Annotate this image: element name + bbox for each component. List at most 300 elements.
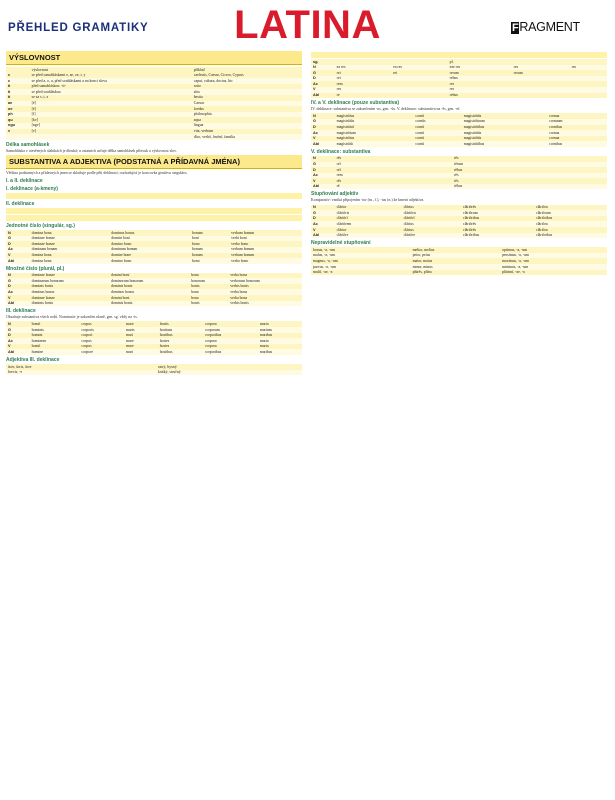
table-cell: c [6, 78, 30, 84]
table-cell: magistrātuī [335, 125, 414, 131]
table-row [311, 184, 607, 190]
subheading-plural: Množné číslo (plurál, pl.) [6, 265, 65, 272]
table-cell: [é] [30, 101, 192, 107]
table-cell: V [6, 344, 30, 350]
table-cell: res [448, 81, 512, 87]
table-cell: res [512, 65, 570, 71]
table-cell: N [6, 230, 30, 236]
table-cell [6, 134, 30, 140]
table-cell: D [6, 284, 30, 290]
table-cell: plūrēs, plūra [411, 270, 501, 276]
table-cell: bonum [190, 247, 229, 253]
table-cell: clārius [402, 205, 461, 211]
plural-table [6, 273, 302, 307]
table-cell: dominis bonis [109, 301, 189, 307]
declension-4-table [311, 113, 607, 147]
table-cell: mare [124, 344, 158, 350]
table-cell: clāriōra [534, 227, 607, 233]
table-cell: se před souhláskou [30, 89, 192, 95]
table-cell: rebus [448, 93, 512, 99]
table-cell: verbis bonis [228, 301, 302, 307]
table-cell: rēs [452, 173, 607, 179]
table-cell: clāriōra [534, 205, 607, 211]
table-cell: philosophia [192, 112, 302, 118]
table-cell: dominis bonis [109, 284, 189, 290]
table-row [6, 134, 302, 140]
table-cell: se za s, t, x [30, 95, 192, 101]
left-column [6, 51, 302, 377]
table-cell: ngu [6, 123, 30, 129]
table-cell: hostium [158, 327, 203, 333]
subheading-vowel-length: Délka samohlásek [6, 141, 50, 148]
table-cell: magistrātuum [462, 119, 547, 125]
table-cell: parvus, -a, -um [311, 264, 411, 270]
table-cell: maria [258, 344, 302, 350]
table-cell: V [311, 136, 335, 142]
table-cell: bono [190, 241, 229, 247]
table-cell: v [6, 129, 30, 135]
declension-5-table [311, 156, 607, 190]
table-cell: rērum [452, 162, 607, 168]
table-cell: maris [124, 327, 158, 333]
paragraph: IV. deklinace: substantiva se zakončením -us, gen. -ūs. V. deklinace: substantiva na -ēs, gen. -eī. [311, 107, 461, 112]
table-cell: [é] [30, 106, 192, 112]
table-cell: G [311, 210, 335, 216]
table-cell: clāriōrem [335, 221, 402, 227]
table-cell: dominis bonis [30, 284, 109, 290]
table-cell: Ac [6, 338, 30, 344]
table-cell: domina bona [30, 253, 110, 259]
table-cell: clāriōris [335, 210, 402, 216]
table-cell: G [6, 278, 30, 284]
table-cell: G [311, 162, 335, 168]
table-cell: plūrimī, -ae, -a [500, 270, 607, 276]
table-cell: rebus [448, 76, 512, 82]
table-cell: V [6, 295, 30, 301]
table-cell: malus, -a, -um [311, 253, 411, 259]
table-row [311, 141, 607, 147]
table-cell: reī [335, 162, 452, 168]
table-cell: ti [6, 89, 30, 95]
section-nouns-adjectives: SUBSTANTIVA A ADJEKTIVA (PODSTATNÁ A PŘÍDAVNÁ JMÉNA) [6, 155, 302, 169]
adjectives-3-rows [6, 364, 302, 375]
table-cell: cornū [413, 130, 461, 136]
table-cell: dominis bonis [30, 301, 109, 307]
table-cell: maria [258, 338, 302, 344]
table-cell: bona [189, 289, 228, 295]
table-cell: cornū [413, 113, 461, 119]
table-cell: cornua [547, 130, 607, 136]
table-cell: N [311, 205, 335, 211]
subheading-declension-1-2: I. a II. deklinace [6, 178, 43, 185]
table-cell: minor, minus [411, 264, 501, 270]
table-cell: ea res [391, 65, 448, 71]
table-cell: clāriōribus [534, 216, 607, 222]
table-cell: corporibus [203, 349, 258, 355]
table-cell: cornibus [547, 125, 607, 131]
table-cell: cornū [413, 141, 461, 147]
bar [6, 193, 302, 199]
table-cell: boni [190, 236, 229, 242]
table-cell: N [311, 113, 335, 119]
table-cell: corpora [203, 321, 258, 327]
table-cell: mare [124, 338, 158, 344]
table-cell: G [311, 119, 335, 125]
table-cell: dominos bonos [109, 289, 189, 295]
table-cell: magistrātūs [462, 113, 547, 119]
table-cell: corpora [203, 344, 258, 350]
table-cell: minimus, -a, -um [500, 264, 607, 270]
declension-5-rows [311, 156, 607, 190]
table-cell: hostis [158, 321, 203, 327]
table-cell: corpore [79, 349, 124, 355]
table-cell: bonis [189, 284, 228, 290]
table-cell: N [6, 273, 30, 279]
table-cell: cornūs [413, 119, 461, 125]
table-cell: rem [335, 81, 392, 87]
table-cell: Abl [311, 141, 335, 147]
table-cell: V [311, 87, 335, 93]
table-cell: clāriōre [335, 233, 402, 239]
table-cell: D [311, 125, 335, 131]
table-cell: cornibus [547, 141, 607, 147]
table-cell: optimus, -a, -um [500, 247, 607, 253]
table-cell: Abl [311, 93, 335, 99]
table-cell: verbi boni [229, 236, 302, 242]
comparative-rows [311, 205, 607, 239]
table-cell: magistrātū [335, 141, 414, 147]
table-cell: corpus [79, 321, 124, 327]
table-cell: verbis bonis [228, 284, 302, 290]
table-cell: multī, -ae, -a [311, 270, 411, 276]
table-cell: se před a, o, u, před souhláskami a na konci slova [30, 78, 192, 84]
table-cell: bonum [190, 230, 229, 236]
bar [311, 52, 607, 58]
table-cell: magistrātibus [462, 141, 547, 147]
table-cell: bona [189, 295, 228, 301]
table-cell: dominorum bonorum [109, 278, 189, 284]
table-cell: ae [6, 101, 30, 107]
table-cell: clāriōrum [461, 210, 534, 216]
brand-logo-mark: F [512, 22, 519, 34]
right-column [311, 51, 607, 277]
table-row [6, 301, 302, 307]
table-cell: rerum [512, 70, 570, 76]
table-cell: ti [6, 84, 30, 90]
pronunciation-table [6, 67, 302, 140]
table-cell: homine [30, 349, 80, 355]
table-cell: hominem [30, 338, 80, 344]
table-cell: clāriōrī [335, 216, 402, 222]
table-cell: Ac [311, 130, 335, 136]
subheading-declension-2: II. deklinace [6, 201, 35, 208]
table-cell: Abl [6, 301, 30, 307]
table-cell: verbo bono [229, 258, 302, 264]
table-cell: bonorum [189, 278, 228, 284]
table-cell [30, 134, 192, 140]
table-cell: ratio [192, 84, 302, 90]
table-cell: lingua [192, 123, 302, 129]
table-cell [570, 93, 607, 99]
table-cell [512, 93, 570, 99]
table-cell: dominam bonam [30, 247, 110, 253]
table-cell: dominae bonae [30, 295, 109, 301]
table-cell: bona [189, 273, 228, 279]
table-cell: rēs [452, 156, 607, 162]
table-cell: homō [30, 321, 80, 327]
comparative-table [311, 205, 607, 239]
table-cell: clārior [335, 227, 402, 233]
table-cell: bonus, -a, -um [311, 247, 411, 253]
table-cell: clāriōrēs [461, 221, 534, 227]
table-cell: rerum [448, 70, 512, 76]
declension-4-rows [311, 113, 607, 147]
irregular-table [311, 247, 607, 275]
paragraph: Samohláska v otevřených slabikách je dlouhá; u ostatních určuje délka samohlásek přízvuk a výslovnost slov. [6, 148, 177, 153]
table-cell: corpus [79, 344, 124, 350]
table-cell: caput, cultura, doctus, hic [192, 78, 302, 84]
table-cell: verba bona [228, 295, 302, 301]
table-cell: mari [124, 333, 158, 339]
table-cell: oe [6, 106, 30, 112]
table-row [311, 270, 607, 276]
table-cell: N [311, 156, 335, 162]
table-cell: mari [124, 349, 158, 355]
table-cell: Abl [6, 349, 30, 355]
table-cell: [kv] [30, 117, 192, 123]
table-cell: corpora [203, 338, 258, 344]
table-cell: magistrātus [335, 113, 414, 119]
page-title: LATINA [234, 3, 381, 47]
right-top-table [311, 59, 607, 98]
table-cell: maribus [258, 333, 302, 339]
brand-logo [511, 20, 580, 34]
table-cell: rēs [335, 178, 452, 184]
table-cell: bonis [189, 301, 228, 307]
table-cell: clāriōrēs [461, 227, 534, 233]
table-cell: corpus [79, 338, 124, 344]
table-cell: G [311, 70, 335, 76]
table-cell: se před samohláskami e, ae, oe, i, y [30, 73, 192, 79]
table-cell: hostes [158, 344, 203, 350]
table-cell: před samohláskou: -ti- [30, 84, 192, 90]
table-cell: sg. [311, 59, 335, 65]
table-cell: maria [258, 321, 302, 327]
right-top-rows [311, 59, 607, 98]
table-cell: domini boni [109, 273, 189, 279]
table-cell: reī [335, 167, 452, 173]
table-cell: clāriōra [534, 221, 607, 227]
subheading-declension-4-5: IV. a V. deklinace (pouze substantiva) [311, 100, 399, 107]
table-cell: cornua [547, 136, 607, 142]
bar [6, 208, 302, 214]
table-cell: rē [335, 184, 452, 190]
table-cell: domina bona [30, 258, 110, 264]
table-cell: homini [30, 333, 80, 339]
table-cell: D [6, 241, 30, 247]
table-cell: clāriōrī [402, 216, 461, 222]
table-cell: qu [6, 117, 30, 123]
table-cell: corporum [203, 327, 258, 333]
table-cell: D [311, 216, 335, 222]
table-cell: rei [391, 70, 448, 76]
table-cell: res [448, 87, 512, 93]
declension-3-rows [6, 321, 302, 355]
table-cell: clārius [402, 221, 461, 227]
table-cell [391, 93, 448, 99]
table-cell: domina bona [30, 230, 110, 236]
declension-3-table [6, 321, 302, 355]
paragraph: Obsahuje substantiva všech rodů. Nominativ je zakončen různě, gen. sg. vždy na -is. [6, 315, 138, 320]
table-cell: clāriōrēs [461, 205, 534, 211]
table-cell: Ac [6, 247, 30, 253]
table-cell: clārius [402, 227, 461, 233]
page-header [0, 0, 615, 48]
subheading-irregular: Nepravidelné stupňování [311, 240, 371, 247]
table-cell: [ngv] [30, 123, 192, 129]
pronunciation-rows [6, 73, 302, 140]
table-cell: cornū [413, 136, 461, 142]
table-cell: maximus, -a, -um [500, 258, 607, 264]
table-cell: rēbus [452, 184, 607, 190]
table-cell: cornū [413, 125, 461, 131]
table-cell: domino bono [109, 258, 190, 264]
table-header-cell: výslovnost [30, 67, 192, 73]
table-header-cell: příklad [192, 67, 302, 73]
table-cell: cornuum [547, 119, 607, 125]
table-cell: re [335, 93, 392, 99]
table-cell: ea res [335, 65, 392, 71]
table-cell: Ac [311, 221, 335, 227]
table-cell: eae res [448, 65, 512, 71]
table-cell: Caesar [192, 101, 302, 107]
table-cell: domini boni [109, 236, 190, 242]
table-cell: G [6, 236, 30, 242]
table-cell: ti [6, 95, 30, 101]
table-cell: verbum bonum [229, 247, 302, 253]
table-cell: dīco, verbō, lavōnī, familia [192, 134, 302, 140]
paragraph: Většina podstatných a přídavných jmen se skloňuje podle pěti deklinací; rozhodující je koncovka genitivu singuláru. [6, 170, 188, 175]
section-pronunciation: VÝSLOVNOST [6, 51, 302, 65]
table-cell: magistrātūs [462, 136, 547, 142]
table-cell: verbum bonum [229, 230, 302, 236]
bar [6, 215, 302, 221]
table-cell: domini boni [109, 295, 189, 301]
table-cell: bestia [192, 95, 302, 101]
table-cell: clāriōre [402, 233, 461, 239]
table-cell: c [6, 73, 30, 79]
table-cell: Abl [311, 184, 335, 190]
table-cell: [f] [30, 112, 192, 118]
table-cell: magnus, -a, -um [311, 258, 411, 264]
table-cell: Ac [311, 173, 335, 179]
table-cell: verborum bonorum [228, 278, 302, 284]
table-cell: dominae bonae [30, 236, 110, 242]
adjectives-3-table [6, 364, 302, 375]
table-cell: hominis [30, 327, 80, 333]
subheading-declension-5: V. deklinace: substantiva [311, 148, 371, 155]
table-cell: verba bona [228, 273, 302, 279]
irregular-rows [311, 247, 607, 275]
table-cell: clārior [335, 205, 402, 211]
table-cell: dominas bonas [30, 289, 109, 295]
table-cell: N [311, 65, 335, 71]
table-cell: Ac [6, 289, 30, 295]
subheading-adjectives-3: Adjektiva III. deklinace [6, 357, 60, 364]
table-cell: clāriōrum [534, 210, 607, 216]
subject-tag: PŘEHLED GRAMATIKY [8, 22, 149, 34]
table-cell: rēs [452, 178, 607, 184]
brand-logo-text: RAGMENT [519, 20, 580, 34]
table-cell: dominae bonae [30, 241, 110, 247]
table-cell: mare [124, 321, 158, 327]
table-cell: rem [335, 173, 452, 179]
table-cell: magistrātum [335, 130, 414, 136]
table-cell: magistrātūs [462, 130, 547, 136]
table-cell: hostes [158, 338, 203, 344]
table-cell: ph [6, 112, 30, 118]
table-cell: sitis [192, 89, 302, 95]
table-cell: ostrý, bystrý [156, 364, 302, 370]
table-row [6, 258, 302, 264]
table-cell: bono [190, 258, 229, 264]
table-cell: Abl [6, 258, 30, 264]
table-cell: corporibus [203, 333, 258, 339]
table-cell: D [311, 76, 335, 82]
table-cell: clāriōribus [461, 233, 534, 239]
table-cell: magistrātūs [335, 119, 414, 125]
table-cell: hostibus [158, 333, 203, 339]
table-cell: magistrātibus [462, 125, 547, 131]
table-cell: maribus [258, 349, 302, 355]
subheading-comparison: Stupňování adjektiv [311, 191, 359, 198]
paragraph: Komparativ: vzniká připojením -ior (m., f.), -ius (n.) ke kmeni adjektiva. [311, 198, 425, 203]
table-cell: caelestis, Caesar, Cicero, Cyprus [192, 73, 302, 79]
table-cell: verbum bonum [229, 253, 302, 259]
table-cell: G [6, 327, 30, 333]
table-cell: res [570, 65, 607, 71]
table-cell: rei [335, 70, 392, 76]
table-row [311, 93, 607, 99]
table-cell: verbo bono [229, 241, 302, 247]
table-cell: vita, verbum [192, 129, 302, 135]
table-cell: res [335, 87, 392, 93]
table-cell: clāriōribus [461, 216, 534, 222]
table-cell: verba bona [228, 289, 302, 295]
table-row [311, 233, 607, 239]
table-cell: corporis [79, 327, 124, 333]
table-cell: Abl [311, 233, 335, 239]
table-cell: [v] [30, 129, 192, 135]
table-cell: pl. [448, 59, 512, 65]
table-cell: maior, maius [411, 258, 501, 264]
subheading-declension-3: III. deklinace [6, 308, 36, 315]
table-cell: domine bone [109, 253, 190, 259]
subheading-singular: Jednotné číslo (singulár, sg.) [6, 223, 75, 230]
table-cell: melior, melius [411, 247, 501, 253]
table-cell: clāriōris [402, 210, 461, 216]
table-cell: rei [335, 76, 392, 82]
singular-table [6, 230, 302, 264]
table-cell: rēbus [452, 167, 607, 173]
table-row [6, 370, 302, 376]
table-cell: D [311, 167, 335, 173]
table-cell: corpori [79, 333, 124, 339]
table-cell: magistrātus [335, 136, 414, 142]
table-cell: brevis, -e [6, 370, 156, 376]
table-cell: dominus bonus [109, 230, 190, 236]
table-cell: V [311, 178, 335, 184]
